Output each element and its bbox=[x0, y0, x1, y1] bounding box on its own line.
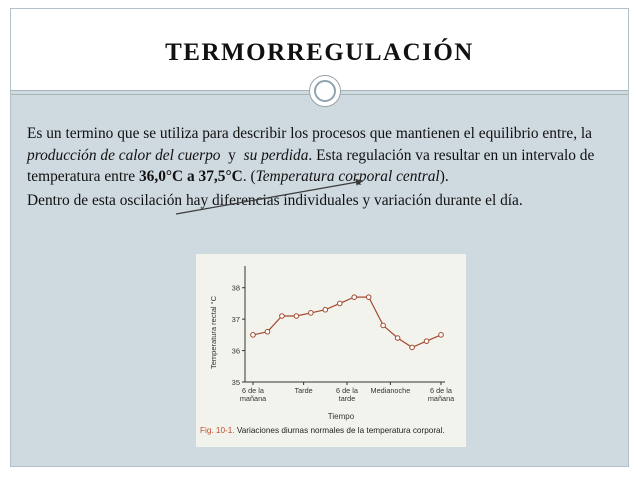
y-tick-label: 36 bbox=[231, 346, 240, 356]
p1-emphasis-heat-production: producción de calor del cuerpo bbox=[27, 146, 221, 164]
data-point bbox=[294, 314, 299, 319]
p1-text-5: ). bbox=[439, 168, 449, 185]
caption-text: Variaciones diurnas normales de la temperatura corporal. bbox=[234, 426, 445, 435]
data-point bbox=[352, 295, 357, 300]
data-point bbox=[265, 329, 270, 334]
p1-text-2: y bbox=[220, 146, 244, 164]
x-tick-label: 6 de la mañana bbox=[239, 386, 267, 403]
y-tick-label: 38 bbox=[231, 283, 240, 293]
data-point bbox=[381, 323, 386, 328]
data-point bbox=[439, 333, 444, 338]
x-tick-label: Medianoche bbox=[370, 386, 411, 395]
data-point bbox=[337, 301, 342, 306]
data-point bbox=[410, 345, 415, 350]
paragraph-oscillation: Dentro de esta oscilación hay diferencias individuales y variación durante el día. bbox=[27, 191, 523, 209]
data-point bbox=[366, 295, 371, 300]
p1-text-4: . ( bbox=[242, 168, 256, 185]
y-axis-label: Temperatura rectal °C bbox=[209, 295, 218, 369]
p1-text-1: Es un termino que se utiliza para describir los procesos que mantienen el equilibrio entre, la bbox=[27, 125, 592, 142]
x-axis-label: Tiempo bbox=[327, 412, 355, 421]
series-line bbox=[253, 297, 441, 347]
x-tick-label: 6 de la mañana bbox=[427, 386, 455, 403]
figure-temperature-chart bbox=[196, 254, 466, 447]
y-tick-label: 35 bbox=[231, 378, 240, 387]
figure-caption bbox=[200, 426, 445, 435]
y-tick-label: 37 bbox=[231, 315, 240, 325]
p1-emphasis-core-temp: Temperatura corporal central bbox=[255, 168, 440, 185]
caption-figure-number: Fig. 10-1. bbox=[200, 426, 235, 435]
data-point bbox=[251, 333, 256, 338]
chart-svg bbox=[196, 254, 466, 424]
slide-title: TERMORREGULACIÓN bbox=[165, 39, 474, 66]
data-point bbox=[280, 314, 285, 319]
x-tick-label: Tarde bbox=[294, 386, 313, 395]
p1-temperature-range: 36,0°C a 37,5°C bbox=[138, 168, 243, 185]
data-point bbox=[323, 307, 328, 312]
x-tick-label: 6 de la tarde bbox=[336, 386, 358, 403]
data-point bbox=[424, 339, 429, 344]
p1-emphasis-heat-loss: su perdida bbox=[243, 146, 309, 164]
slide bbox=[10, 8, 629, 467]
p1-text-3: . Esta regulación va resultar en un intervalo de temperatura entre bbox=[27, 146, 595, 185]
data-point bbox=[395, 336, 400, 341]
data-point bbox=[309, 311, 314, 316]
